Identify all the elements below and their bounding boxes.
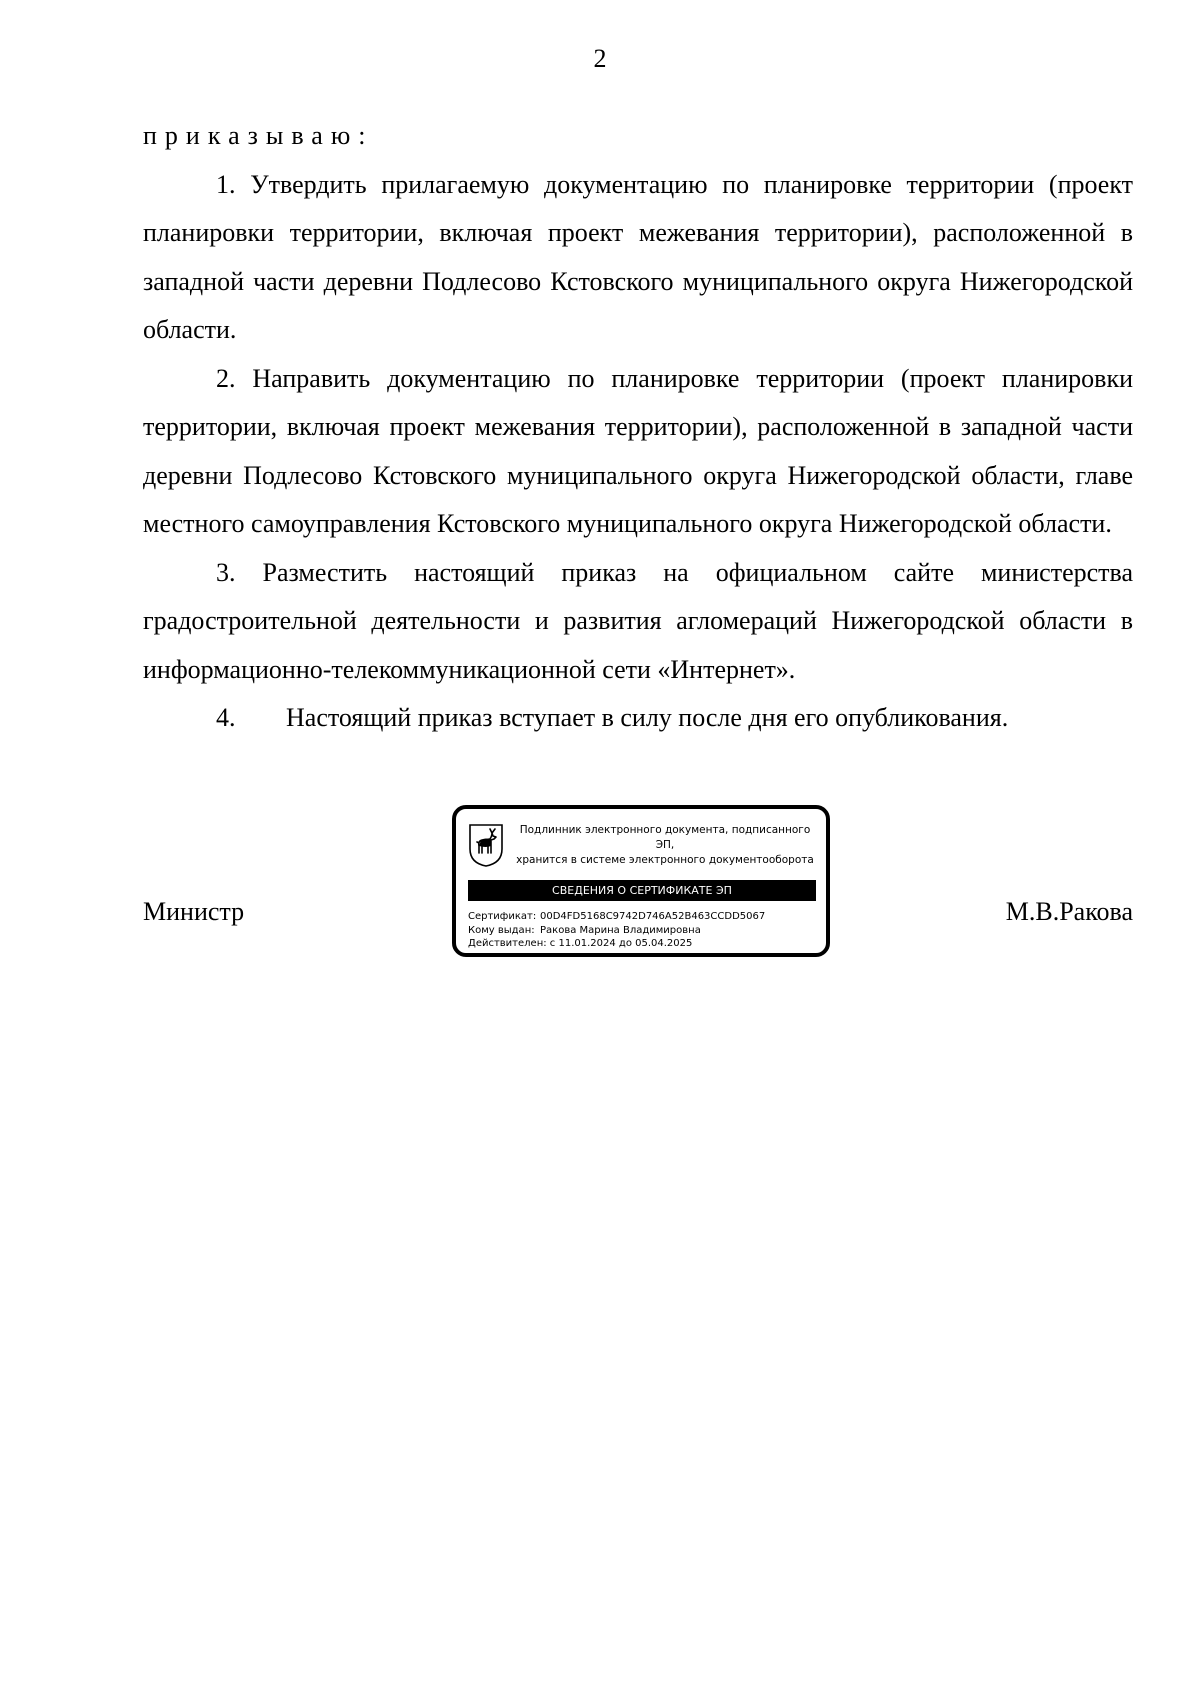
stamp-certificate-band: СВЕДЕНИЯ О СЕРТИФИКАТЕ ЭП [468,880,816,901]
paragraph-4-text: Настоящий приказ вступает в силу после дня его опубликования. [286,703,1009,732]
page-number: 2 [593,44,607,73]
paragraph-3: 3. Разместить настоящий приказ на официальном сайте министерства градостроительной деятельности и развития агломераций Нижегородской области в информационно-телекоммуникационной сети «Интернет». [143,557,1133,684]
stamp-certificate-details [468,910,765,951]
stamp-header [510,823,820,868]
electronic-signature-stamp [452,805,830,957]
owner-row [468,924,765,938]
owner-label: Кому выдан: [468,924,535,936]
paragraph-4-number: 4. [216,703,236,732]
certificate-value: 00D4FD5168C9742D746A52B463CCDD5067 [540,911,766,922]
order-word: приказываю: [143,121,374,150]
stamp-header-line-2: хранится в системе электронного документооборота [516,854,814,866]
paragraph-4 [143,694,1133,743]
certificate-row [468,910,765,924]
signatory-position: Министр [143,897,245,926]
paragraph-1: 1. Утвердить прилагаемую документацию по планировке территории (проект планировки территории, включая проект межевания территории), расположенной в западной части деревни Подлесово Кстовского муниципального округа Нижегородской области. [143,169,1133,344]
signatory-name: М.В.Ракова [1005,897,1133,926]
certificate-label: Сертификат: [468,911,537,922]
signature-block [143,805,1133,975]
coat-of-arms-deer-icon [468,823,504,867]
paragraph-2: 2. Направить документацию по планировке территории (проект планировки территории, включая проект межевания территории), расположенной в западной части деревни Подлесово Кстовского муниципального округа Нижегородской области, главе местного самоуправления Кстовского муниципального округа Нижегородской области. [143,363,1133,538]
stamp-header-line-1: Подлинник электронного документа, подписанного ЭП, [519,824,811,851]
validity-row: Действителен: с 11.01.2024 до 05.04.2025 [468,938,693,949]
document-body [143,112,1133,743]
owner-value: Ракова Марина Владимировна [540,924,701,936]
